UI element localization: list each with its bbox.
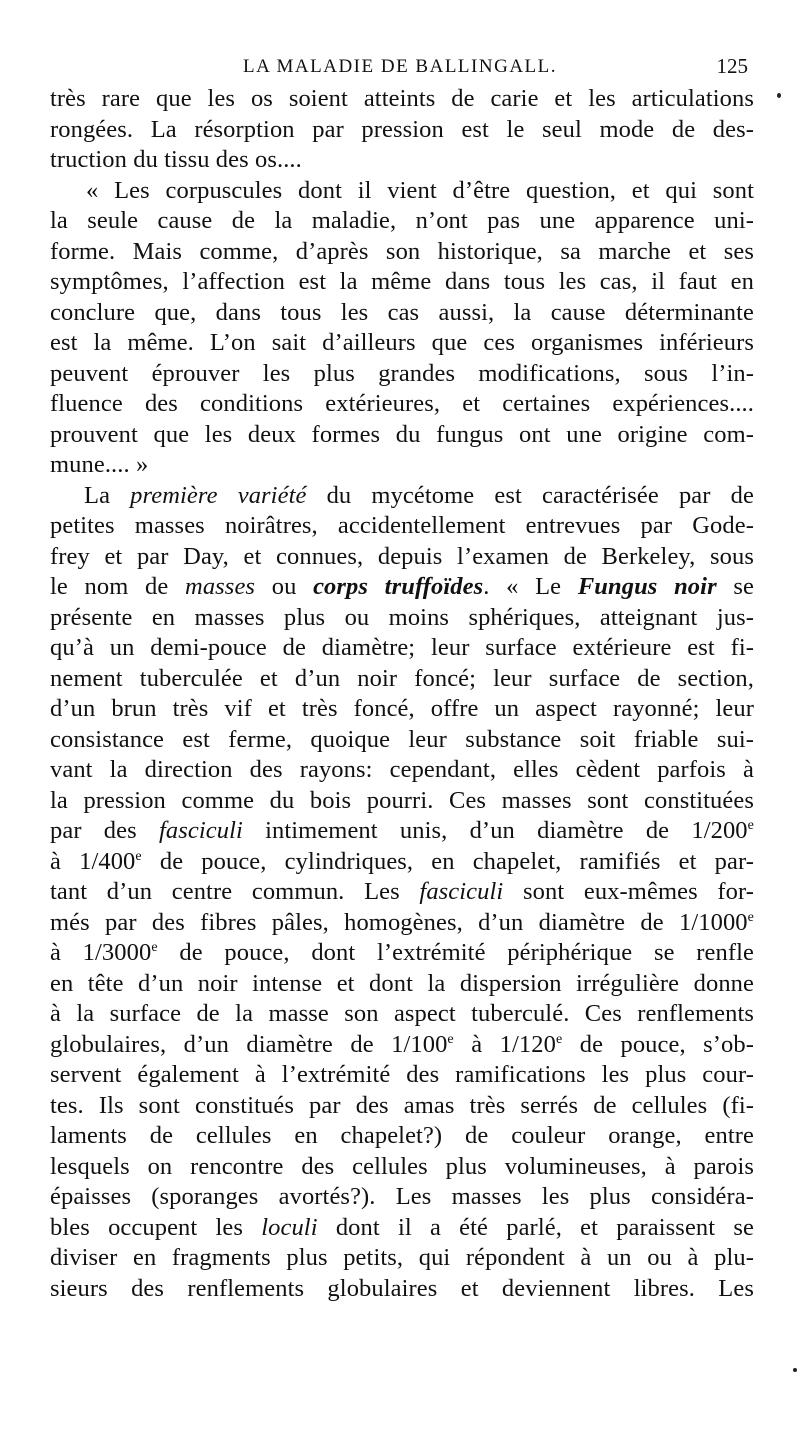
body-text	[50, 84, 754, 1304]
text-line: épaisses (sporanges avortés?). Les masses les plus considéra-	[50, 1183, 754, 1210]
italic-run: loculi	[261, 1213, 318, 1241]
text-line: mune.... »	[50, 451, 149, 478]
text-run: intimement unis, d’un diamètre de 1/200	[242, 817, 748, 844]
italic-run: masses	[185, 573, 256, 600]
text-line	[50, 572, 754, 603]
text-line: vant la direction des rayons: cependant, elles cèdent parfois à	[50, 756, 754, 783]
text-run: le nom de	[50, 573, 186, 600]
superscript: e	[747, 909, 754, 925]
text-line: la pression comme du bois pourri. Ces masses sont constituées	[50, 786, 754, 814]
text-run: bles occupent les	[50, 1213, 262, 1241]
text-run: globulaires, d’un diamètre de 1/100	[50, 1030, 448, 1058]
text-run: dont il a été parlé, et paraissent se	[317, 1213, 754, 1241]
text-run: tant d’un centre commun. Les	[50, 878, 420, 905]
text-line: est la même. L’on sait d’ailleurs que ces organismes inférieurs	[50, 329, 754, 356]
text-line	[50, 847, 754, 878]
bold-italic-run: Fungus noir	[577, 573, 717, 600]
text-line: conclure que, dans tous les cas aussi, la cause déterminante	[50, 298, 754, 326]
text-line: lesquels on rencontre des cellules plus volumineuses, à parois	[50, 1152, 754, 1180]
text-line: présente en masses plus ou moins sphériques, atteignant jus-	[50, 603, 754, 631]
text-line: forme. Mais comme, d’après son historique, sa marche et ses	[50, 237, 754, 265]
text-line: sieurs des renflements globulaires et deviennent libres. Les	[50, 1274, 754, 1302]
text-run: à 1/3000	[50, 939, 152, 966]
text-run: . « Le	[483, 573, 578, 600]
text-line: servent également à l’extrémité des ramifications les plus cour-	[50, 1061, 754, 1088]
text-line: nement tuberculée et d’un noir foncé; leur surface de section,	[50, 664, 754, 692]
superscript: e	[151, 940, 158, 955]
text-run: sont eux-mêmes for-	[503, 878, 754, 905]
ink-speck	[777, 93, 781, 98]
superscript: e	[747, 818, 754, 833]
page-number: 125	[716, 54, 748, 78]
text-line: petites masses noirâtres, accidentellement entrevues par Gode-	[50, 512, 754, 539]
text-line: qu’à un demi-pouce de diamètre; leur surface extérieure est fi-	[50, 634, 754, 661]
italic-run: fasciculi	[419, 878, 504, 905]
text-line: consistance est ferme, quoique leur substance soit friable sui-	[50, 725, 754, 753]
text-run: La	[84, 481, 131, 509]
text-run: à 1/120	[453, 1030, 556, 1058]
text-run: de pouce, dont l’extrémité périphérique se renfle	[157, 939, 754, 966]
text-line: à la surface de la masse son aspect tuberculé. Ces renflements	[50, 1000, 754, 1027]
text-run: més par des fibres pâles, homogènes, d’un diamètre de 1/1000	[50, 908, 748, 936]
text-line: très rare que les os soient atteints de carie et les articulations	[50, 85, 754, 112]
bold-italic-run: corps truffoïdes	[313, 573, 484, 600]
text-line	[50, 481, 754, 512]
text-line	[50, 816, 754, 847]
text-line	[50, 1213, 754, 1244]
superscript: e	[555, 1031, 563, 1047]
text-line: frey et par Day, et connues, depuis l’examen de Berkeley, sous	[50, 542, 754, 570]
text-run: de pouce, cylindriques, en chapelet, ramifiés et par-	[141, 847, 754, 875]
text-run: du mycétome est caractérisée par de	[306, 481, 754, 509]
running-title: LA MALADIE DE BALLINGALL.	[242, 56, 557, 77]
text-line: en tête d’un noir intense et dont la dispersion irrégulière donne	[50, 969, 754, 997]
italic-run: première variété	[130, 481, 307, 509]
text-line: prouvent que les deux formes du fungus ont une origine com-	[50, 420, 754, 448]
text-run: de pouce, s’ob-	[562, 1030, 755, 1058]
text-run: à 1/400	[50, 847, 136, 875]
text-line	[50, 908, 754, 939]
text-line	[50, 938, 754, 969]
text-run: ou	[255, 573, 314, 600]
page-header	[0, 52, 800, 82]
text-line: peuvent éprouver les plus grandes modifications, sous l’in-	[50, 359, 754, 387]
text-line: « Les corpuscules dont il vient d’être question, et qui sont	[86, 176, 754, 204]
text-line: symptômes, l’affection est la même dans tous les cas, il faut en	[50, 268, 754, 295]
text-line: laments de cellules en chapelet?) de couleur orange, entre	[50, 1122, 754, 1149]
text-line: rongées. La résorption par pression est le seul mode de des-	[50, 115, 754, 143]
text-line: la seule cause de la maladie, n’ont pas une apparence uni-	[50, 207, 754, 234]
text-line: d’un brun très vif et très foncé, offre un aspect rayonné; leur	[50, 695, 754, 722]
text-line: tes. Ils sont constitués par des amas très serrés de cellules (fi-	[50, 1091, 754, 1119]
text-line	[50, 877, 754, 908]
italic-run: fasciculi	[158, 817, 243, 844]
superscript: e	[447, 1031, 454, 1047]
text-run: par des	[50, 817, 159, 844]
text-line: truction du tissu des os....	[50, 146, 302, 173]
text-line: fluence des conditions extérieures, et certaines expériences....	[50, 390, 754, 417]
text-line	[50, 1030, 754, 1061]
superscript: e	[135, 848, 142, 864]
text-run: se	[716, 573, 754, 600]
ink-speck	[793, 1368, 797, 1372]
text-line: diviser en fragments plus petits, qui répondent à un ou à plu-	[50, 1244, 754, 1271]
